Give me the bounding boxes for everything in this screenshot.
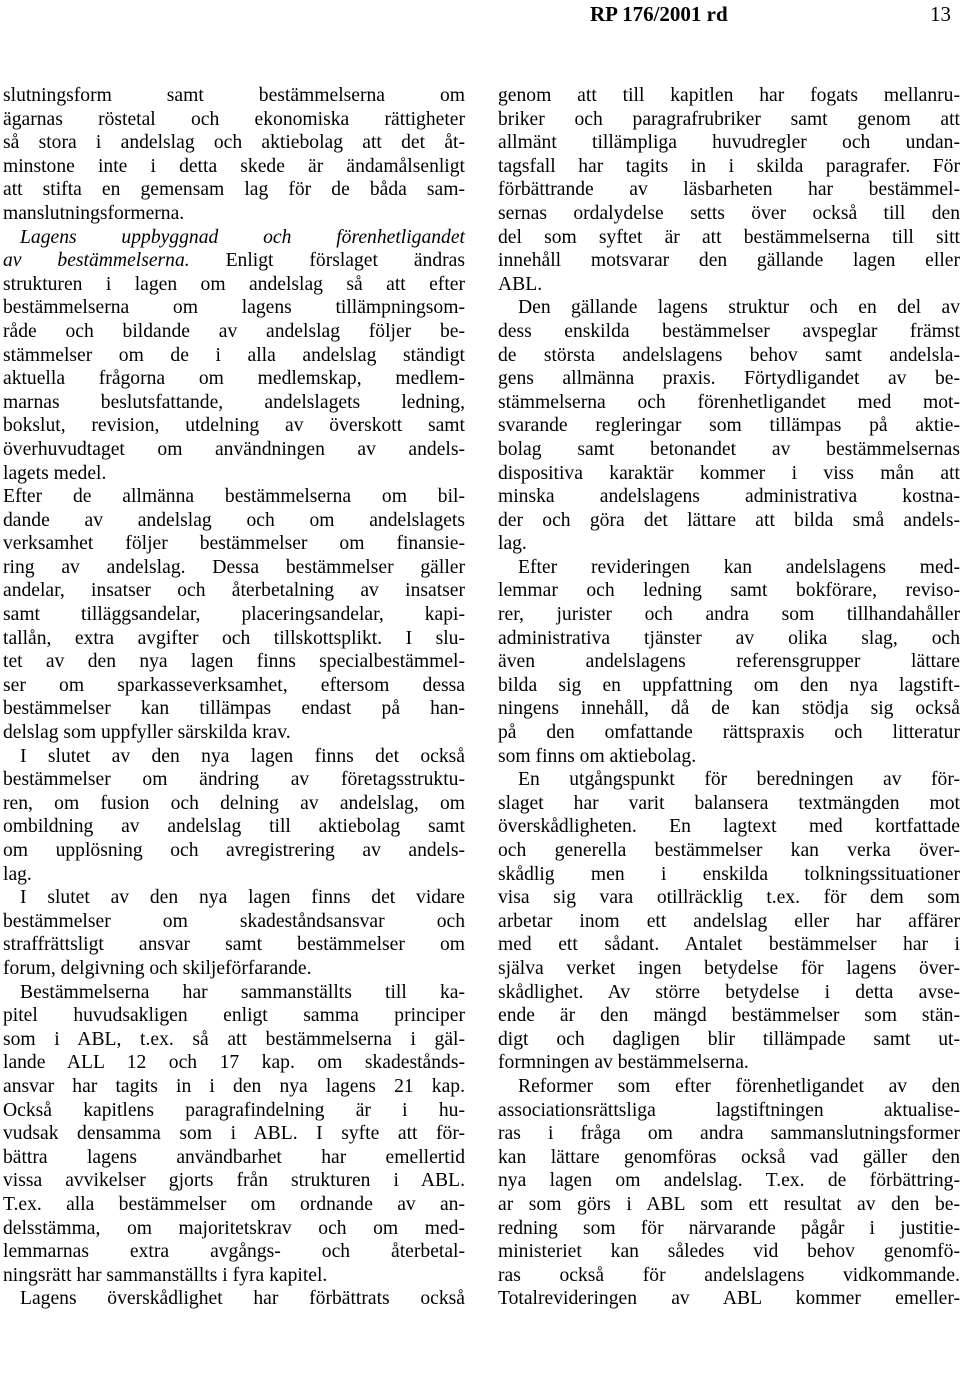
- text-run: Enligt förslaget ändras: [189, 250, 465, 272]
- text-line: kan lättare genomföras också vad gäller den: [498, 1146, 960, 1168]
- text-line: Den gällande lagens struktur och en del av: [518, 297, 960, 319]
- text-line: ren, om fusion och delning av andelslag, om: [3, 792, 465, 814]
- text-line: vudsak densamma som i ABL. I syfte att för-: [3, 1123, 465, 1145]
- text-line: ombildning av andelslag till aktiebolag samt: [3, 816, 465, 838]
- text-line: ABL.: [498, 273, 543, 295]
- text-line: Efter revideringen kan andelslagens med-: [518, 556, 960, 578]
- text-line: T.ex. alla bestämmelser om ordnande av an-: [3, 1193, 465, 1215]
- text-line: visa sig vara otillräcklig t.ex. för dem som: [498, 887, 960, 909]
- text-line: svarande regleringar som tillämpas på aktie-: [498, 415, 960, 437]
- text-line: digt och dagligen blir tillämpade samt ut-: [498, 1028, 960, 1050]
- text-line: der och göra det lättare att bilda små andels-: [498, 509, 960, 531]
- text-line: Totalrevideringen av ABL kommer emeller-: [498, 1288, 960, 1310]
- text-line: att stifta en gemensam lag för de båda sam-: [3, 179, 465, 201]
- text-line: Lagens överskådlighet har förbättrats också: [20, 1288, 465, 1310]
- text-line: innehåll motsvarar den gällande lagen eller: [498, 250, 960, 272]
- text-line: tagsfall har tagits in i skilda paragrafer. För: [498, 155, 960, 177]
- text-line: så stora i andelslag och aktiebolag att det åt-: [3, 132, 465, 154]
- text-line: allmänt tillämpliga huvudregler och undan-: [498, 132, 960, 154]
- text-line: Reformer som efter förenhetligandet av den: [518, 1075, 960, 1097]
- text-line: rer, jurister och andra som tillhandahåller: [498, 604, 960, 626]
- text-line: bättra lagens användbarhet har emellertid: [3, 1146, 465, 1168]
- text-line: skådlighet. Av större betydelse i detta avse-: [498, 981, 960, 1003]
- text-line: som finns om aktiebolag.: [498, 745, 697, 767]
- text-line: förbättrande av läsbarheten har bestämmel-: [498, 179, 960, 201]
- text-line: samt tilläggsandelar, placeringsandelar, kapi-: [3, 604, 465, 626]
- report-id: RP 176/2001 rd: [590, 2, 728, 26]
- text-line: stämmelser om de i alla andelslag ständigt: [3, 344, 465, 366]
- text-line: briker och paragrafrubriker samt genom att: [498, 108, 960, 130]
- text-line: associationsrättsliga lagstiftningen aktualise-: [498, 1099, 960, 1121]
- text-line: även andelslagens referensgrupper lättare: [498, 651, 960, 673]
- text-line: Bestämmelserna har sammanställts till ka-: [20, 981, 465, 1003]
- section-heading-cont: av bestämmelserna.: [3, 250, 190, 272]
- right-column: [498, 84, 960, 1311]
- text-line: nya lagen om andelslag. T.ex. de förbättring-: [498, 1170, 960, 1192]
- page-header: [0, 0, 960, 32]
- text-line: och generella bestämmelser kan verka över-: [498, 840, 960, 861]
- left-column: [3, 84, 465, 1311]
- text-line: ningsrätt har sammanställts i fyra kapitel.: [3, 1264, 328, 1286]
- section-heading: Lagens uppbyggnad och förenhetligandet: [20, 226, 465, 248]
- text-line: med ett sådant. Antalet bestämmelser har i: [498, 934, 960, 956]
- text-line: bolag samt betonandet av bestämmelsernas: [498, 438, 960, 460]
- text-line: pitel huvudsakligen enligt samma principer: [3, 1005, 465, 1027]
- text-line: lag.: [3, 863, 32, 885]
- text-line: Efter de allmänna bestämmelserna om bil-: [3, 486, 465, 508]
- text-line: bestämmelser kan tillämpas endast på han-: [3, 698, 465, 720]
- text-line: verksamhet följer bestämmelser om finansie-: [3, 533, 465, 555]
- text-line: lagets medel.: [3, 462, 107, 484]
- text-line: En utgångspunkt för beredningen av för-: [518, 769, 960, 791]
- text-line: [3, 226, 465, 250]
- text-line: råde och bildande av andelslag följer be-: [3, 320, 465, 342]
- text-line: minska andelslagens administrativa kostna-: [498, 486, 960, 508]
- text-line: ras i fråga om andra sammanslutningsformer: [498, 1123, 960, 1145]
- text-line: I slutet av den nya lagen finns det också: [20, 745, 465, 767]
- text-line: bestämmelser om ändring av företagsstruktu-: [3, 769, 465, 791]
- text-line: straffrättsligt ansvar samt bestämmelser om: [3, 934, 465, 956]
- text-line: tallån, extra avgifter och tillskottsplikt. I slu-: [3, 627, 465, 649]
- text-line: delsstämma, om majoritetskrav och om med-: [3, 1217, 465, 1239]
- text-line: överskådligheten. En lagtext med kortfattade: [498, 816, 960, 838]
- text-line: ser om sparkasseverksamhet, eftersom dessa: [3, 674, 465, 696]
- text-line: bokslut, revision, utdelning av överskott samt: [3, 415, 465, 437]
- text-line: på den omfattande rättspraxis och litteratur: [498, 722, 960, 744]
- text-line: bilda sig en uppfattning om den nya lagstift-: [498, 674, 960, 696]
- text-line: redning som för närvarande pågår i justitie-: [498, 1217, 960, 1239]
- text-line: Också kapitlens paragrafindelning är i hu-: [3, 1099, 465, 1121]
- text-line: administrativa tjänster av olika slag, och: [498, 627, 960, 649]
- text-line: ende är den mängd bestämmelser som stän-: [498, 1005, 960, 1027]
- text-line: överhuvudtaget om användningen av andels-: [3, 438, 465, 460]
- text-line: själva verket ingen betydelse för lagens över-: [498, 957, 960, 979]
- text-line: de största andelslagens behov samt andelsla-: [498, 344, 960, 366]
- text-line: ansvar har tagits in i den nya lagens 21 kap.: [3, 1075, 465, 1097]
- text-line: bestämmelser om skadeståndsansvar och: [3, 910, 465, 932]
- text-line: lag.: [498, 533, 527, 555]
- text-line: ägarnas röstetal och ekonomiska rättigheter: [3, 108, 465, 130]
- text-line: om upplösning och avregistrering av andels-: [3, 840, 465, 861]
- text-line: som i ABL, t.ex. så att bestämmelserna i gäl-: [3, 1028, 465, 1050]
- text-line: arbetar inom ett andelslag eller har affärer: [498, 910, 960, 932]
- text-line: dande av andelslag och om andelslagets: [3, 509, 465, 531]
- text-line: minstone inte i detta skede är ändamålsenligt: [3, 155, 465, 177]
- text-line: aktuella frågorna om medlemskap, medlem-: [3, 368, 465, 390]
- text-line: dispositiva karaktär kommer i viss mån att: [498, 462, 960, 484]
- text-line: dess enskilda bestämmelser avspeglar främst: [498, 320, 960, 342]
- text-line: manslutningsformerna.: [3, 202, 185, 224]
- text-line: ras också för andelslagens vidkommande.: [498, 1264, 960, 1286]
- text-line: marnas beslutsfattande, andelslagets ledning,: [3, 391, 465, 413]
- text-line: ministeriet kan således vid behov genomfö-: [498, 1241, 960, 1263]
- text-line: stämmelserna och förenhetligandet med mot-: [498, 391, 960, 413]
- text-line: gens allmänna praxis. Förtydligandet av be-: [498, 368, 960, 390]
- text-line: formningen av bestämmelserna.: [498, 1052, 749, 1074]
- text-line: slaget har varit balansera textmängden mot: [498, 792, 960, 814]
- text-line: forum, delgivning och skiljeförfarande.: [3, 957, 312, 979]
- text-line: bestämmelserna om lagens tillämpningsom-: [3, 297, 465, 319]
- text-line: ring av andelslag. Dessa bestämmelser gäller: [3, 556, 465, 578]
- text-line: ningens innehåll, då de kan stödja sig också: [498, 698, 960, 720]
- text-line: andelar, insatser och återbetalning av insatser: [3, 580, 465, 602]
- text-line: skådlig men i enskilda tolkningssituationer: [498, 863, 960, 885]
- text-line: I slutet av den nya lagen finns det vidare: [20, 887, 465, 909]
- page-number: 13: [930, 2, 951, 26]
- text-line: delslag som uppfyller särskilda krav.: [3, 722, 291, 744]
- text-line: del som syftet är att bestämmelserna till sitt: [498, 226, 960, 248]
- text-line: lande ALL 12 och 17 kap. om skadestånds-: [3, 1052, 465, 1074]
- text-line: lemmarnas extra avgångs- och återbetal-: [3, 1241, 465, 1263]
- text-line: sernas ordalydelse setts över också till den: [498, 202, 960, 224]
- text-line: vissa avvikelser gjorts från strukturen i ABL.: [3, 1170, 465, 1192]
- text-line: genom att till kapitlen har fogats mellanru-: [498, 85, 960, 106]
- text-line: tet av den nya lagen finns specialbestämmel-: [3, 651, 465, 673]
- text-line: ar som görs i ABL som ett resultat av den be-: [498, 1193, 960, 1215]
- text-line: [3, 249, 465, 273]
- text-line: lemmar och ledning samt bokförare, reviso-: [498, 580, 960, 602]
- text-line: strukturen i lagen om andelslag så att efter: [3, 273, 465, 295]
- text-line: slutningsform samt bestämmelserna om: [3, 85, 465, 106]
